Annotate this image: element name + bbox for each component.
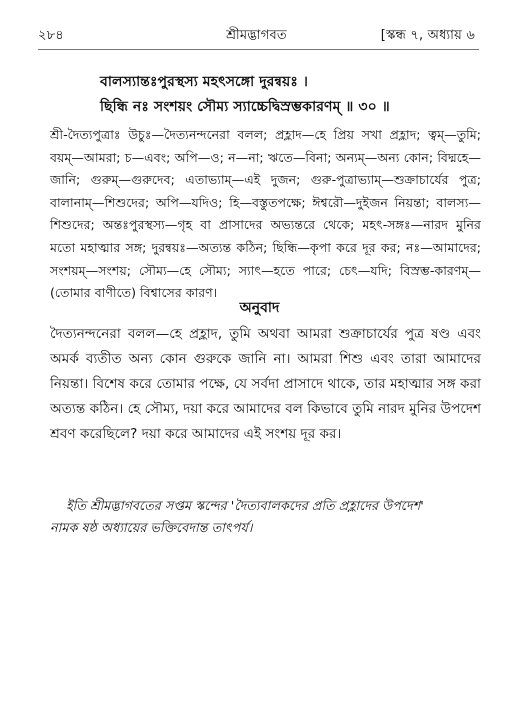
chapter-colophon: [50, 496, 481, 540]
canto-chapter-location: [স্কন্ধ ৭, অধ্যায় ৬: [380, 28, 475, 43]
sanskrit-verse: [60, 70, 479, 120]
colophon-line-2: নামক ষষ্ঠ অধ্যায়ের ভক্তিবেদান্ত তাৎপর্য।: [50, 521, 253, 536]
verse-line-2: ছিন্ধি নঃ সংশয়ং সৌম্য স্যাচ্চেদ্বিস্রম্ভকারণম্ ॥ ৩০ ॥: [100, 99, 390, 115]
verse-line-1: বালস্যান্তঃপুরস্থস্য মহৎসঙ্গো দুরন্বয়ঃ ।: [100, 74, 308, 90]
word-for-word-synonyms: শ্রী-দৈত্যপুত্রাঃ উচুঃ—দৈত্যনন্দনেরা বলল; প্রহ্লাদ—হে প্রিয় সখা প্রহ্লাদ; ত্বম্—তুমি; বয়ম্—আমরা; চ—এবং; অপি—ও; ন—না; ঋতে—বিনা; অন্যম্—অন্য কোন; বিদ্মহে—জানি; গুরুম্—গুরুদেব; এতাভ্যাম্—এই দুজন; গুরু-পুত্রাভ্যাম্—শুক্রাচার্যের পুত্র; বালানাম্—শিশুদের; অপি—যদিও; হি—বস্তুতপক্ষে; ঈশ্বরৌ—দুইজন নিয়ন্তা; বালস্য—শিশুদের; অন্তঃপুরস্থস্য—গৃহ বা প্রাসাদের অভ্যন্তরে থেকে; মহৎ-সঙ্গঃ—নারদ মুনির মতো মহাত্মার সঙ্গ; দুরন্বয়ঃ—অত্যন্ত কঠিন; ছিন্ধি—কৃপা করে দূর কর; নঃ—আমাদের; সংশয়ম্—সংশয়; সৌম্য—হে সৌম্য; স্যাৎ—হতে পারে; চেৎ—যদি; বিস্রম্ভ-কারণম্—(তোমার বাণীতে) বিশ্বাসের কারণ।: [50, 127, 481, 301]
header-rule: [38, 49, 479, 50]
translation-paragraph: দৈত্যনন্দনেরা বলল—হে প্রহ্লাদ, তুমি অথবা আমরা শুক্রাচার্যের পুত্র ষণ্ড এবং অমর্ক ব্যতীত অন্য কোন গুরুকে জানি না। আমরা শিশু এবং তারা আমাদের নিয়ন্তা। বিশেষ করে তোমার পক্ষে, যে সর্বদা প্রাসাদে থাকে, তার মহাত্মার সঙ্গ করা অত্যন্ত কঠিন। হে সৌম্য, দয়া করে আমাদের বল কিভাবে তুমি নারদ মুনির উপদেশ শ্রবণ করেছিলে? দয়া করে আমাদের এই সংশয় দূর কর।: [50, 326, 481, 442]
colophon-line-1: ইতি শ্রীমদ্ভাগবতের সপ্তম স্কন্দের 'দৈত্যবালকদের প্রতি প্রহ্লাদের উপদেশ': [66, 499, 424, 514]
running-header: [38, 26, 475, 48]
translation-heading: অনুবাদ: [239, 300, 280, 316]
page-number: ২৮৪: [38, 28, 64, 43]
book-title: শ্রীমদ্ভাগবত: [226, 28, 287, 43]
